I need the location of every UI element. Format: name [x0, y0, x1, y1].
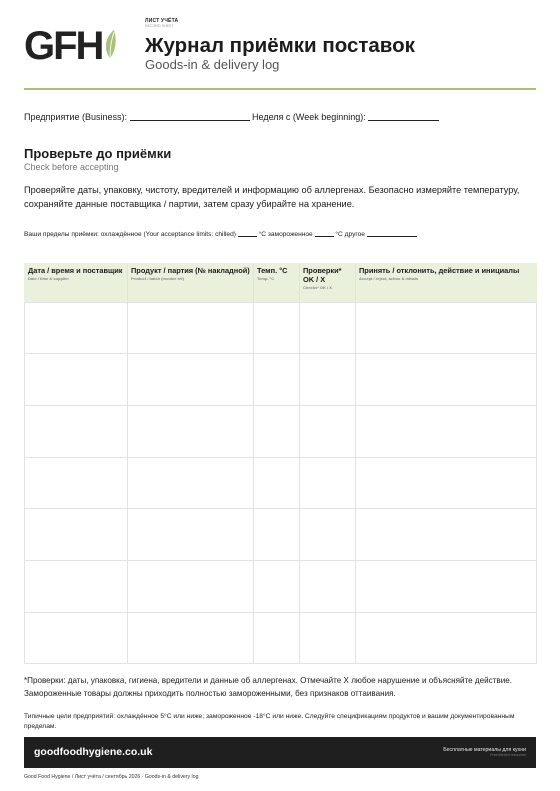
col-checks [300, 263, 356, 302]
cell-accept-reject[interactable] [356, 354, 537, 406]
table-row [25, 302, 537, 354]
column-sub-label: Temp. °C [257, 276, 275, 281]
cell-temp[interactable] [254, 560, 300, 612]
column-label: Принять / отклонить, действие и инициалы [359, 266, 520, 275]
cell-checks[interactable] [300, 457, 356, 509]
business-label: Предприятие (Business): [24, 112, 127, 122]
table-row [25, 560, 537, 612]
cell-accept-reject[interactable] [356, 560, 537, 612]
col-product-batch [128, 263, 254, 302]
column-sub-label: Product / batch (invoice ref) [131, 276, 184, 281]
column-label: Темп. °C [257, 266, 288, 275]
cell-product-batch[interactable] [128, 302, 254, 354]
cell-date-supplier[interactable] [25, 405, 128, 457]
cell-date-supplier[interactable] [25, 560, 128, 612]
cell-checks[interactable] [300, 405, 356, 457]
table-body [25, 302, 537, 664]
delivery-log-table [24, 263, 537, 664]
cell-accept-reject[interactable] [356, 405, 537, 457]
table-row [25, 612, 537, 664]
cell-date-supplier[interactable] [25, 509, 128, 561]
business-line [24, 112, 439, 122]
footer-tagline [443, 747, 526, 758]
leaf-icon [103, 29, 117, 59]
cell-product-batch[interactable] [128, 405, 254, 457]
instructions-text: Проверяйте даты, упаковку, чистоту, вредителей и информацию об аллергенах. Безопасно измеряйте температуру, сохраняйте данные поставщика / партии, затем сразу убирайте на хранение. [24, 185, 520, 209]
website-link[interactable]: goodfoodhygiene.co.uk [34, 746, 153, 758]
other-limit-field[interactable] [367, 230, 417, 237]
week-label: Неделя с (Week beginning): [252, 112, 366, 122]
cell-temp[interactable] [254, 302, 300, 354]
document-reference: Good Food Hygiene / Лист учёта / сентябрь 2026 · Goods-in & delivery log [24, 774, 199, 780]
cell-checks[interactable] [300, 302, 356, 354]
chilled-limit-field[interactable] [238, 230, 257, 237]
eyebrow-sub-label: RECORD SHEET [145, 24, 174, 28]
page-header [24, 18, 536, 88]
limits-prefix: Ваши пределы приёмки: охлаждённое (Your acceptance limits: chilled) [24, 231, 236, 238]
column-sub-label: Checks* OK / X [303, 285, 332, 290]
cell-checks[interactable] [300, 354, 356, 406]
header-titles [145, 18, 415, 73]
cell-checks[interactable] [300, 612, 356, 664]
cell-temp[interactable] [254, 354, 300, 406]
col-temp [254, 263, 300, 302]
column-label: Дата / время и поставщик [28, 266, 123, 275]
week-field[interactable] [368, 112, 439, 121]
header-divider [24, 88, 536, 90]
section-title: Проверьте до приёмки [24, 146, 172, 161]
cell-product-batch[interactable] [128, 560, 254, 612]
cell-checks[interactable] [300, 560, 356, 612]
cell-product-batch[interactable] [128, 612, 254, 664]
limits-other-label: °C другое [335, 231, 365, 238]
cell-product-batch[interactable] [128, 509, 254, 561]
footer-bar [24, 737, 536, 768]
acceptance-limits [24, 230, 417, 238]
footer-free-en: Free kitchen resources [490, 753, 526, 757]
col-accept-reject [356, 263, 537, 302]
logo-text: GFH [24, 24, 103, 68]
table-row [25, 457, 537, 509]
limits-frozen-label: °C замороженное [258, 231, 313, 238]
cell-temp[interactable] [254, 405, 300, 457]
section-subtitle: Check before accepting [24, 162, 119, 172]
frozen-limit-field[interactable] [315, 230, 334, 237]
col-date-supplier [25, 263, 128, 302]
cell-temp[interactable] [254, 509, 300, 561]
eyebrow-label: ЛИСТ УЧЁТА [145, 18, 179, 24]
cell-temp[interactable] [254, 612, 300, 664]
cell-date-supplier[interactable] [25, 612, 128, 664]
cell-accept-reject[interactable] [356, 302, 537, 354]
gfh-logo [24, 26, 117, 66]
cell-date-supplier[interactable] [25, 302, 128, 354]
checks-footnote: *Проверки: даты, упаковка, гигиена, вредители и данные об аллергенах. Отмечайте X любое нарушение и объясняйте действие. Замороженные товары должны приходить полностью замороженными, без признаков оттаивания. [24, 676, 512, 698]
footer-free-ru: Бесплатные материалы для кухни [443, 747, 526, 753]
cell-product-batch[interactable] [128, 354, 254, 406]
cell-date-supplier[interactable] [25, 457, 128, 509]
business-field[interactable] [130, 112, 250, 121]
table-row [25, 405, 537, 457]
cell-accept-reject[interactable] [356, 612, 537, 664]
column-label: Продукт / партия (№ накладной) [131, 266, 250, 275]
table-header-row [25, 263, 537, 302]
cell-accept-reject[interactable] [356, 509, 537, 561]
column-sub-label: Date / time & supplier [28, 276, 69, 281]
table-row [25, 354, 537, 406]
cell-checks[interactable] [300, 509, 356, 561]
cell-accept-reject[interactable] [356, 457, 537, 509]
page-title: Журнал приёмки поставок [145, 34, 415, 57]
cell-product-batch[interactable] [128, 457, 254, 509]
cell-date-supplier[interactable] [25, 354, 128, 406]
page-subtitle: Goods-in & delivery log [145, 57, 280, 72]
column-sub-label: Accept / reject, action & initials [359, 276, 419, 281]
cell-temp[interactable] [254, 457, 300, 509]
table-row [25, 509, 537, 561]
typical-targets: Типичные цели предприятий: охлаждённое 5°C или ниже; замороженное -18°C или ниже. Следуйте спецификациям продуктов и вашим документированным пределам. [24, 713, 515, 730]
column-label: Проверки* OK / X [303, 266, 342, 284]
